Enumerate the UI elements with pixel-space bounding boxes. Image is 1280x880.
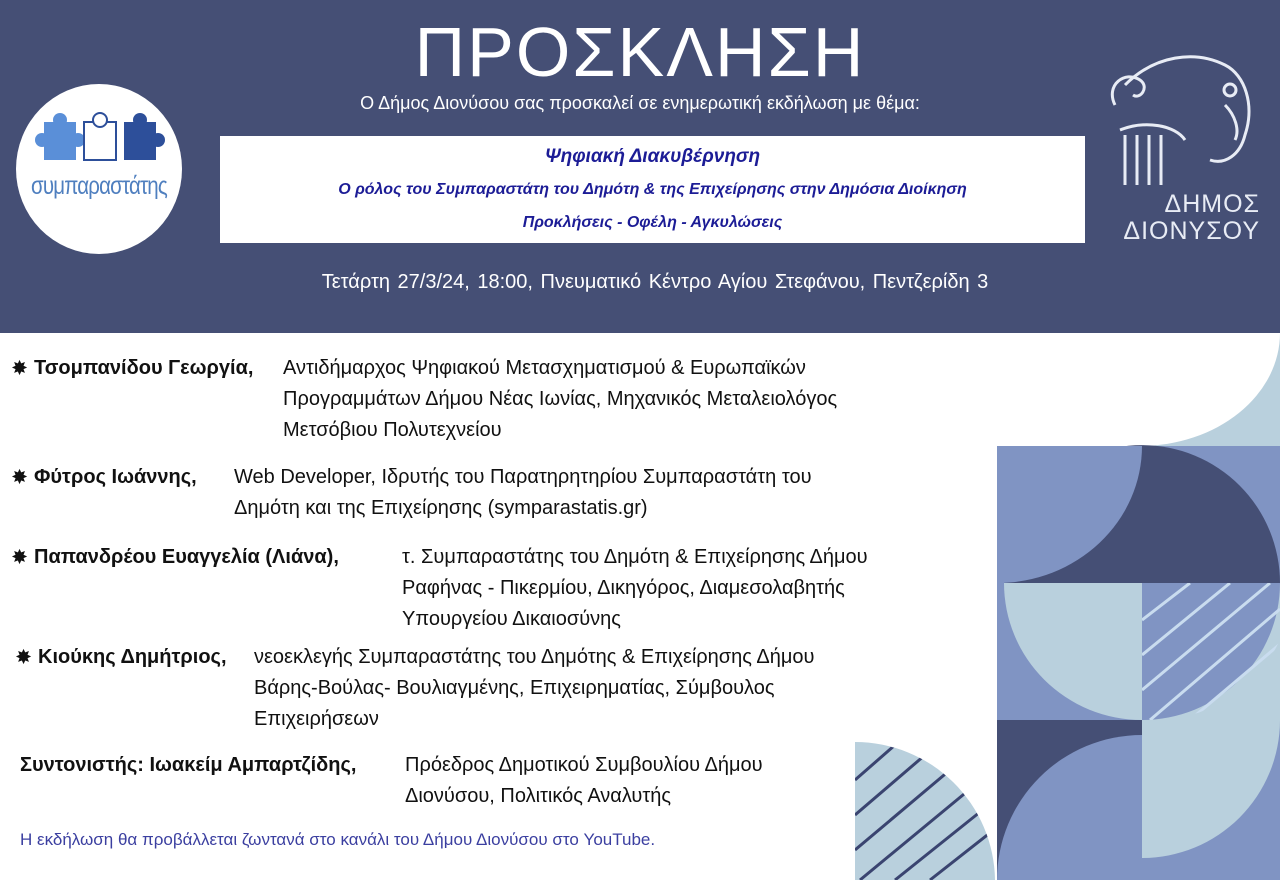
invitation-subtitle: Ο Δήμος Διονύσου σας προσκαλεί σε ενημερωτική εκδήλωση με θέμα: bbox=[360, 93, 920, 113]
dimos-dionysou-logo bbox=[1095, 45, 1270, 260]
star-bullet-icon: ✸ bbox=[12, 467, 28, 487]
speaker-name: Τσομπανίδου Γεωργία, bbox=[34, 357, 254, 379]
speaker-desc-line: Υπουργείου Δικαιοσύνης bbox=[402, 608, 621, 630]
topic-title: Ψηφιακή Διακυβέρνηση bbox=[544, 146, 761, 167]
dimos-logo-line2: ΔΙΟΝΥΣΟΥ bbox=[1123, 217, 1260, 245]
speaker-desc-line: Μετσόβιου Πολυτεχνείου bbox=[283, 419, 502, 441]
symparastatis-logo-text: συμπαραστάτης bbox=[31, 172, 167, 200]
topic-keywords: Προκλήσεις - Οφέλη - Αγκυλώσεις bbox=[522, 214, 783, 231]
header-banner bbox=[0, 0, 1280, 333]
dionysus-head-icon bbox=[1095, 45, 1270, 195]
speaker-name: Φύτρος Ιωάννης, bbox=[34, 466, 197, 488]
speaker-desc-line: Web Developer, Ιδρυτής του Παρατηρητηρίου Συμπαραστάτη του bbox=[234, 466, 812, 488]
topic-subtitle: Ο ρόλος του Συμπαραστάτη του Δημότη & της Επιχείρησης στην Δημόσια Διοίκηση bbox=[338, 181, 967, 198]
speaker-desc-line: Αντιδήμαρχος Ψηφιακού Μετασχηματισμού & Ευρωπαϊκών bbox=[283, 357, 806, 379]
speaker-desc-line: Δημότη και της Επιχείρησης (symparastatis.gr) bbox=[234, 497, 648, 519]
dimos-logo-line1: ΔΗΜΟΣ bbox=[1164, 190, 1260, 218]
youtube-notice: Η εκδήλωση θα προβάλλεται ζωντανά στο κανάλι του Δήμου Διονύσου στο YouTube. bbox=[20, 830, 656, 849]
speaker-name: Παπανδρέου Ευαγγελία (Λιάνα), bbox=[34, 546, 339, 568]
speaker-desc-line: Ραφήνας - Πικερμίου, Δικηγόρος, Διαμεσολαβητής bbox=[402, 577, 845, 599]
speaker-desc-line: τ. Συμπαραστάτης του Δημότη & Επιχείρησης Δήμου bbox=[402, 546, 868, 568]
speaker-desc-line: Βάρης-Βούλας- Βουλιαγμένης, Επιχειρηματίας, Σύμβουλος bbox=[254, 677, 775, 699]
speaker-desc-line: Επιχειρήσεων bbox=[254, 708, 379, 730]
star-bullet-icon: ✸ bbox=[12, 358, 28, 378]
moderator-name: Συντονιστής: Ιωακείμ Αμπαρτζίδης, bbox=[20, 754, 357, 776]
speaker-desc-line: Προγραμμάτων Δήμου Νέας Ιωνίας, Μηχανικός Μεταλειολόγος bbox=[283, 388, 838, 410]
topic-box bbox=[220, 136, 1085, 243]
star-bullet-icon: ✸ bbox=[12, 547, 28, 567]
moderator-desc-line: Διονύσου, Πολιτικός Αναλυτής bbox=[405, 785, 671, 807]
star-bullet-icon: ✸ bbox=[16, 647, 32, 667]
speaker-name: Κιούκης Δημήτριος, bbox=[38, 646, 227, 668]
speaker-desc-line: νεοεκλεγής Συμπαραστάτης του Δημότης & Επιχείρησης Δήμου bbox=[254, 646, 815, 668]
page-title: ΠΡΟΣΚΛΗΣΗ bbox=[414, 13, 866, 91]
moderator-desc-line: Πρόεδρος Δημοτικού Συμβουλίου Δήμου bbox=[405, 754, 763, 776]
event-date-location: Τετάρτη 27/3/24, 18:00, Πνευματικό Κέντρο Αγίου Στεφάνου, Πεντζερίδη 3 bbox=[321, 271, 989, 293]
